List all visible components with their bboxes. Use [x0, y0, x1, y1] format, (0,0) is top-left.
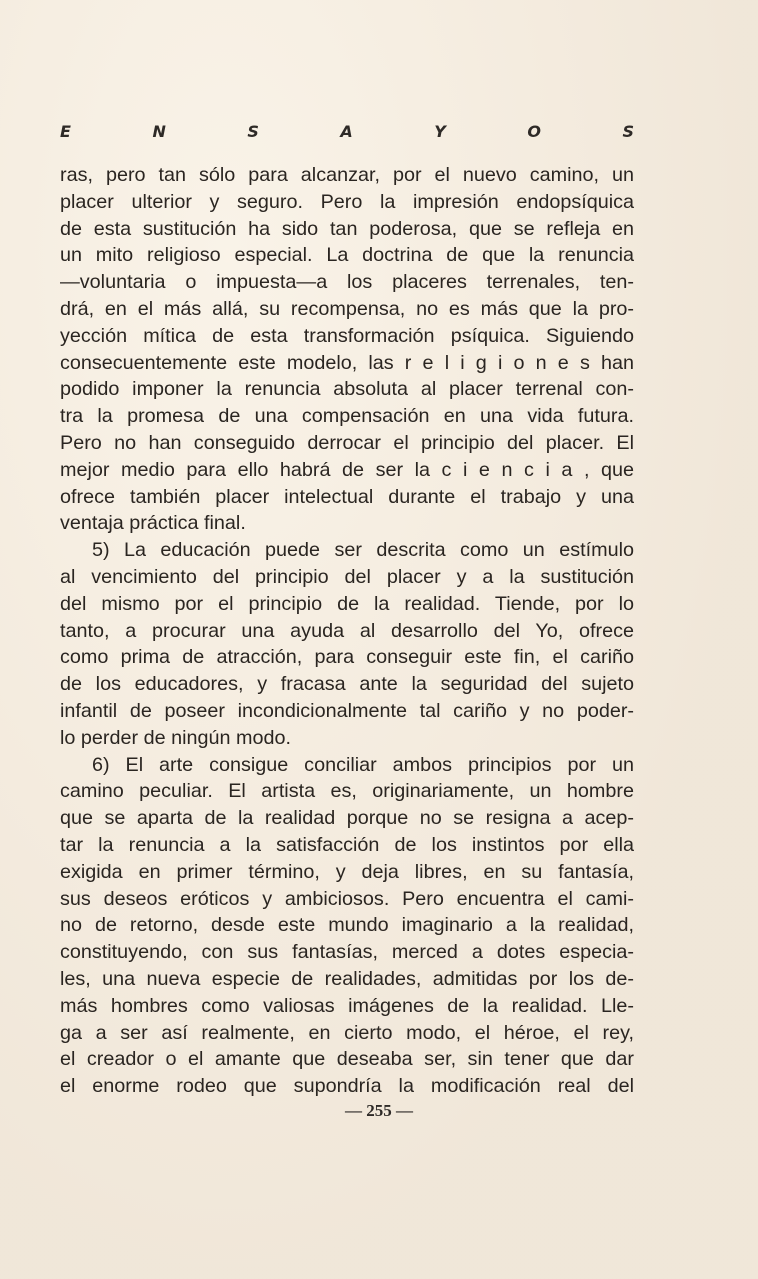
header-letter: O: [527, 121, 541, 141]
text-line: drá, en el más allá, su recompensa, no es más que la pro-: [60, 297, 634, 320]
text-line: tar la renuncia a la satisfacción de los instintos por ella: [60, 833, 634, 856]
text-line: sus deseos eróticos y ambiciosos. Pero encuentra el cami-: [60, 887, 634, 910]
header-letter: S: [247, 121, 259, 141]
text-line: Pero no han conseguido derrocar el principio del placer. El: [60, 431, 634, 454]
text-line: podido imponer la renuncia absoluta al placer terrenal con-: [60, 378, 634, 401]
body-text: [60, 162, 634, 1100]
text-line: ras, pero tan sólo para alcanzar, por el nuevo camino, un: [60, 164, 634, 186]
text-line: lo perder de ningún modo.: [60, 726, 291, 749]
text-line: más hombres como valiosas imágenes de la realidad. Lle-: [60, 994, 634, 1017]
header-letter: E: [60, 121, 71, 141]
header-letter: Y: [434, 121, 446, 141]
text-line: constituyendo, con sus fantasías, merced a dotes especia-: [60, 941, 634, 964]
text-line: placer ulterior y seguro. Pero la impresión endopsíquica: [60, 190, 634, 213]
text-line: el creador o el amante que deseaba ser, sin tener que dar: [60, 1048, 634, 1071]
text-line: 6) El arte consigue conciliar ambos principios por un: [92, 753, 634, 776]
text-line: tra la promesa de una compensación en una vida futura.: [60, 405, 634, 428]
text-line: de esta sustitución ha sido tan poderosa, que se refleja en: [60, 217, 634, 240]
running-header: [60, 118, 634, 144]
text-line: como prima de atracción, para conseguir este fin, el cariño: [60, 646, 634, 669]
header-letter: A: [340, 121, 353, 141]
text-line: el enorme rodeo que supondría la modificación real del: [60, 1075, 634, 1098]
text-line: tanto, a procurar una ayuda al desarrollo del Yo, ofrece: [60, 619, 634, 642]
text-line: consecuentemente este modelo, las r e l i g i o n e s han: [60, 351, 634, 374]
header-letter: S: [622, 121, 634, 141]
text-line: les, una nueva especie de realidades, admitidas por los de-: [60, 967, 634, 990]
text-line: —voluntaria o impuesta—a los placeres terrenales, ten-: [60, 271, 634, 294]
text-line: ofrece también placer intelectual durante el trabajo y una: [60, 485, 634, 508]
text-line: camino peculiar. El artista es, originariamente, un hombre: [60, 780, 634, 803]
text-line: ga a ser así realmente, en cierto modo, el héroe, el rey,: [60, 1021, 634, 1044]
text-line: 5) La educación puede ser descrita como un estímulo: [92, 539, 634, 562]
text-line: que se aparta de la realidad porque no se resigna a acep-: [60, 807, 634, 830]
text-line: ventaja práctica final.: [60, 512, 246, 535]
text-line: mejor medio para ello habrá de ser la c i e n c i a , que: [60, 458, 634, 481]
header-letter: N: [152, 121, 166, 141]
page-number: — 255 —: [345, 1101, 413, 1120]
text-line: al vencimiento del principio del placer y a la sustitución: [60, 565, 634, 588]
text-line: yección mítica de esta transformación psíquica. Siguiendo: [60, 324, 634, 347]
text-line: del mismo por el principio de la realidad. Tiende, por lo: [60, 592, 634, 615]
text-line: no de retorno, desde este mundo imaginario a la realidad,: [60, 914, 634, 937]
text-line: de los educadores, y fracasa ante la seguridad del sujeto: [60, 673, 634, 696]
text-line: exigida en primer término, y deja libres, en su fantasía,: [60, 860, 634, 883]
text-line: un mito religioso especial. La doctrina de que la renuncia: [60, 244, 634, 267]
text-line: infantil de poseer incondicionalmente tal cariño y no poder-: [60, 699, 634, 722]
